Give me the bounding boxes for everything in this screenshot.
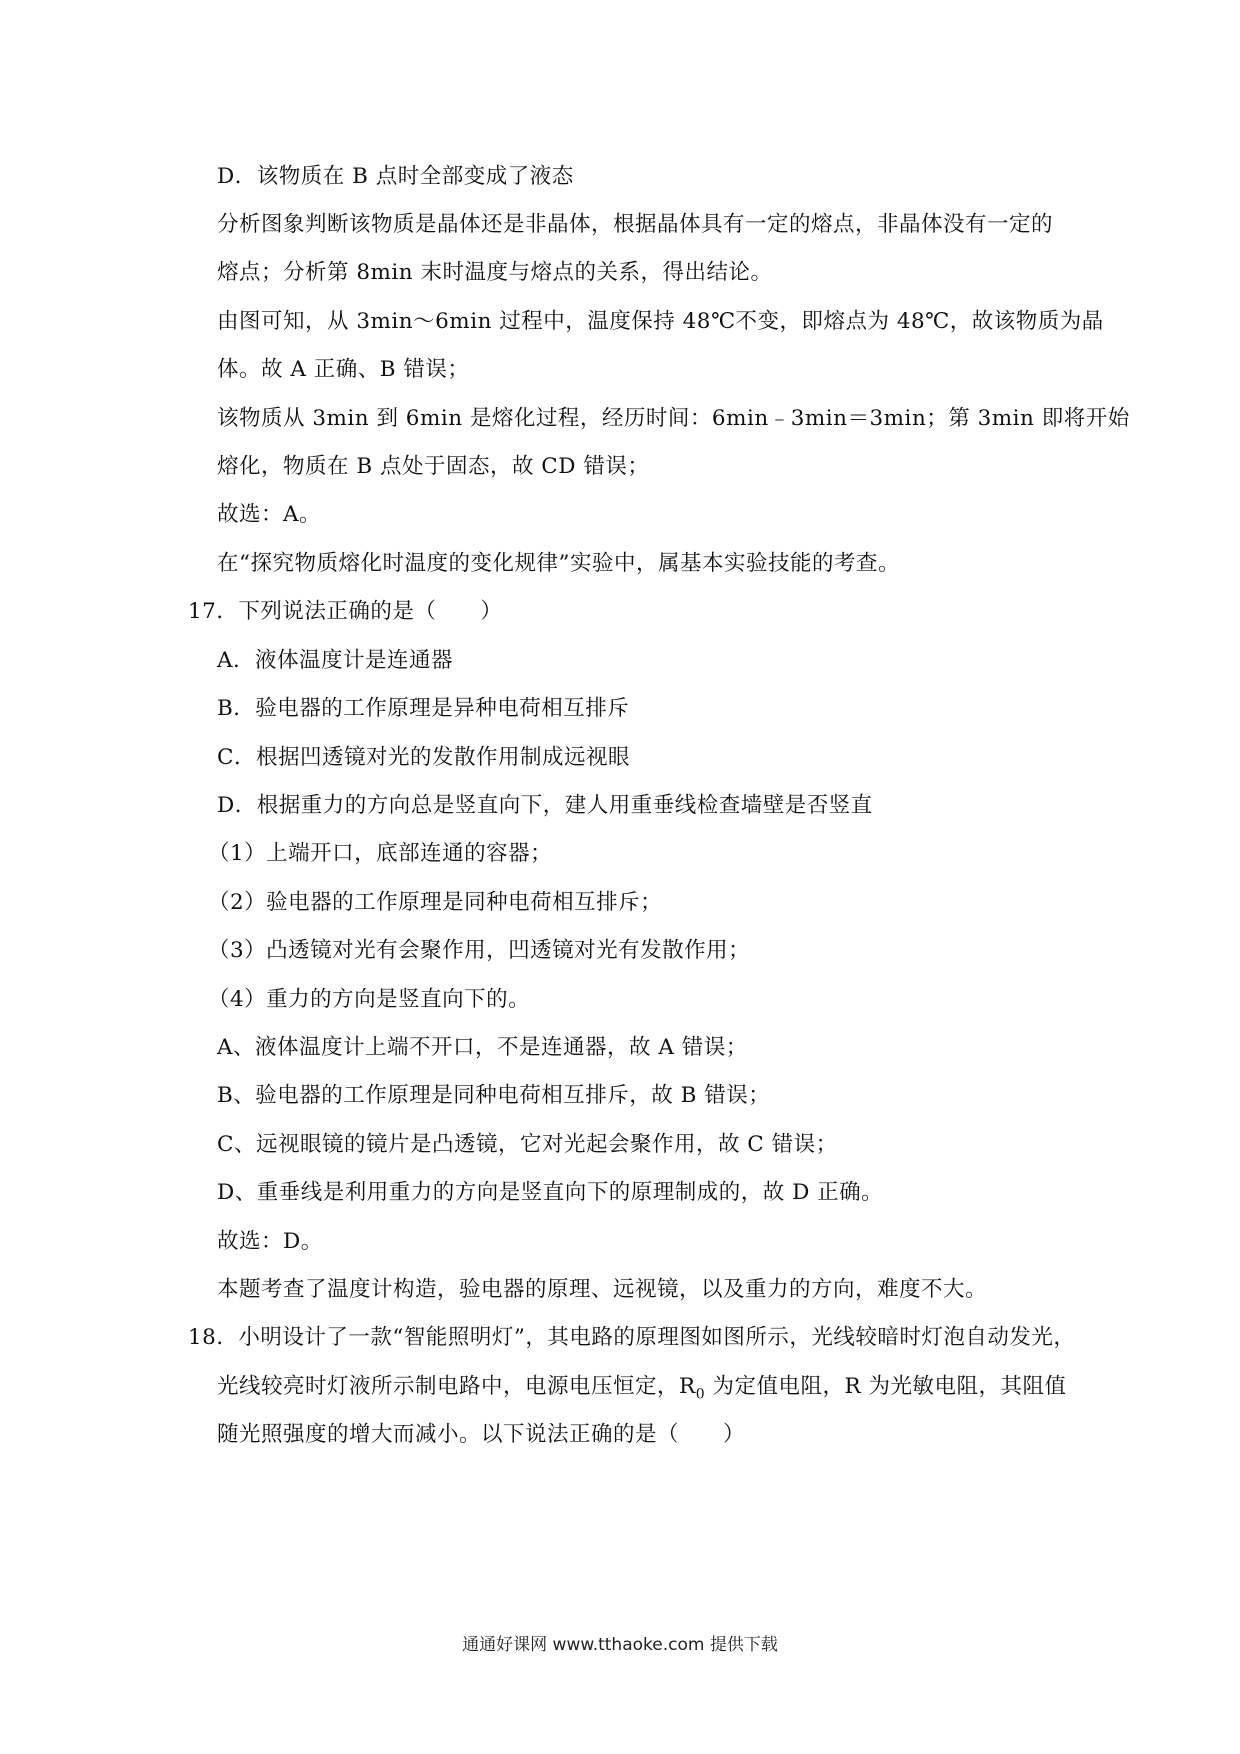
answer-line: 故选：D。 — [217, 1229, 323, 1254]
option-d: D．根据重力的方向总是竖直向下，建人用重垂线检查墙壁是否竖直 — [217, 793, 873, 818]
comment-line: 本题考查了温度计构造，验电器的原理、远视镜，以及重力的方向，难度不大。 — [217, 1277, 988, 1302]
solution-a: A、液体温度计上端不开口，不是连通器，故 A 错误； — [217, 1035, 748, 1060]
comment-line: 在“探究物质熔化时温度的变化规律”实验中，属基本实验技能的考查。 — [217, 551, 900, 576]
analysis-point-4: （4）重力的方向是竖直向下的。 — [208, 987, 531, 1012]
question-18-stem: 18．小明设计了一款“智能照明灯”，其电路的原理图如图所示，光线较暗时灯泡自动发光， — [188, 1325, 1076, 1350]
solution-c: C、远视眼镜的镜片是凸透镜，它对光起会聚作用，故 C 错误； — [217, 1132, 838, 1157]
text-fragment: 为定值电阻，R 为光敏电阻，其阻值 — [705, 1374, 1067, 1399]
question-17-stem: 17．下列说法正确的是（ ） — [188, 599, 503, 624]
solution-line: 由图可知，从 3min～6min 过程中，温度保持 48℃不变，即熔点为 48℃，故该物质为晶 — [217, 309, 1104, 334]
question-18-line: 随光照强度的增大而减小。以下说法正确的是（ ） — [217, 1422, 746, 1447]
solution-line: 熔化，物质在 B 点处于固态，故 CD 错误； — [217, 454, 650, 479]
analysis-point-1: （1）上端开口，底部连通的容器； — [208, 841, 553, 866]
solution-line: 该物质从 3min 到 6min 是熔化过程，经历时间：6min﹣3min＝3min；第 3min 即将开始 — [217, 406, 1130, 431]
solution-d: D、重垂线是利用重力的方向是竖直向下的原理制成的，故 D 正确。 — [217, 1180, 884, 1205]
analysis-point-3: （3）凸透镜对光有会聚作用，凹透镜对光有发散作用； — [208, 938, 751, 963]
analysis-line: 分析图象判断该物质是晶体还是非晶体，根据晶体具有一定的熔点，非晶体没有一定的 — [217, 212, 1054, 237]
text-fragment: 光线较亮时灯液所示制电路中，电源电压恒定，R — [217, 1374, 696, 1399]
option-b: B．验电器的工作原理是异种电荷相互排斥 — [217, 696, 630, 721]
footer-watermark: 通通好课网 www.tthaoke.com 提供下载 — [462, 1635, 778, 1655]
analysis-line: 熔点；分析第 8min 末时温度与熔点的关系，得出结论。 — [217, 260, 773, 285]
subscript: 0 — [695, 1386, 706, 1403]
option-a: A．液体温度计是连通器 — [217, 648, 454, 673]
option-c: C．根据凹透镜对光的发散作用制成远视眼 — [217, 745, 630, 770]
answer-line: 故选：A。 — [217, 502, 322, 527]
solution-b: B、验电器的工作原理是同种电荷相互排斥，故 B 错误； — [217, 1083, 771, 1108]
question-18-line — [217, 1374, 1066, 1403]
solution-line: 体。故 A 正确、B 错误； — [217, 357, 470, 382]
analysis-point-2: （2）验电器的工作原理是同种电荷相互排斥； — [208, 890, 663, 915]
option-d-line: D．该物质在 B 点时全部变成了液态 — [217, 164, 574, 189]
